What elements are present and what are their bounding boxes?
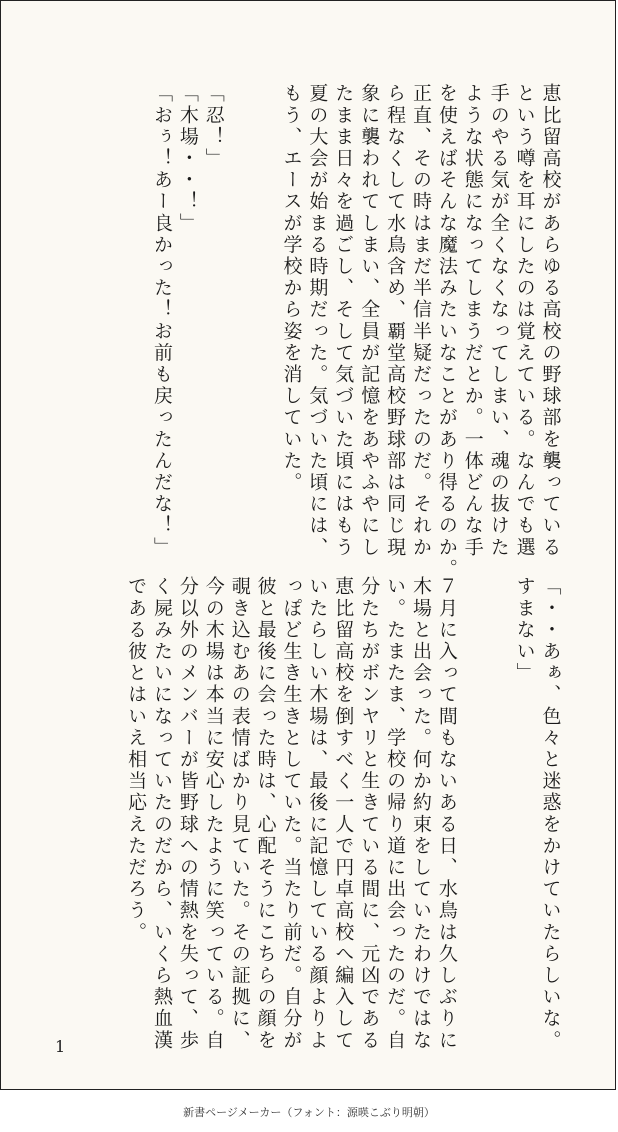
text-column-upper: を使えばそんな魔法みたいなことがあり得るのか。: [435, 83, 458, 580]
text-column-lower: 恵比留高校を倒すべく一人で円卓高校へ編入して: [332, 576, 355, 1052]
text-column-lower: く屍みたいになっていたのだから、いくら熱血漢: [151, 576, 173, 1052]
text-column-lower: 今の木場は本当に安心したように笑っている。自: [202, 576, 225, 1052]
text-column-upper: 「おぅ！あー良かった！お前も戻ったんだな！」: [151, 83, 173, 559]
text-column-upper: もう、エースが学校から姿を消していた。: [280, 83, 303, 494]
text-column-upper: たまま日々を過ごし、そして気づいた頃にはもう: [332, 83, 355, 559]
text-column-upper: ら程なくして水鳥含め、覇堂高校野球部は同じ現: [384, 83, 407, 559]
text-column-upper: 象に襲われてしまい、全員が記憶をあやふやにし: [358, 83, 381, 559]
text-column-lower: 分以外のメンバーが皆野球への情熱を失って、歩: [176, 576, 199, 1052]
text-column-upper: 恵比留高校があらゆる高校の野球部を襲っている: [539, 83, 562, 559]
text-column-lower: 覗き込むあの表情ばかり見ていた。その証拠に、: [228, 576, 251, 1052]
text-column-lower: 彼と最後に会った時は、心配そうにこちらの顔を: [254, 576, 277, 1052]
text-column-upper: ような状態になってしまうだとか。一体どんな手: [461, 83, 484, 559]
text-column-lower: 分たちがボンヤリと生きている間に、元凶である: [358, 576, 381, 1052]
text-column-lower: っぽど生き生きとしていた。当たり前だ。自分が: [280, 576, 303, 1052]
text-column-upper: 夏の大会が始まる時期だった。気づいた頃には、: [306, 83, 329, 559]
text-column-lower: 「・・あぁ、色々と迷惑をかけていたらしいな。: [539, 576, 562, 1052]
page-number: 1: [55, 1037, 66, 1056]
text-column-upper: 「忍！」: [202, 83, 225, 170]
text-column-upper: 手のやる気が全くなくなってしまい、魂の抜けた: [487, 83, 510, 559]
text-column-lower: い。たまたま、学校の帰り道に出会ったのだ。自: [384, 576, 407, 1052]
footer-credit: 新書ページメーカー（フォント：源暎こぶり明朝）: [183, 1106, 435, 1119]
text-column-lower: いたらしい木場は、最後に記憶している顔よりよ: [306, 576, 329, 1052]
text-column-upper: という噂を耳にしたのは覚えている。なんでも選: [513, 83, 536, 559]
text-column-upper: 「木場・・！」: [176, 83, 199, 235]
text-column-lower: すまない」: [513, 576, 536, 684]
page-body: [1, 1, 615, 1089]
text-column-lower: 木場と出会った。何か約束をしていたわけではな: [410, 576, 432, 1052]
text-column-upper: 正直、その時はまだ半信半疑だったのだ。それか: [410, 83, 432, 559]
text-column-lower: ７月に入って間もないある日、水鳥は久しぶりに: [435, 576, 458, 1052]
text-column-lower: である彼とはいえ相当応えただろう。: [125, 576, 148, 944]
